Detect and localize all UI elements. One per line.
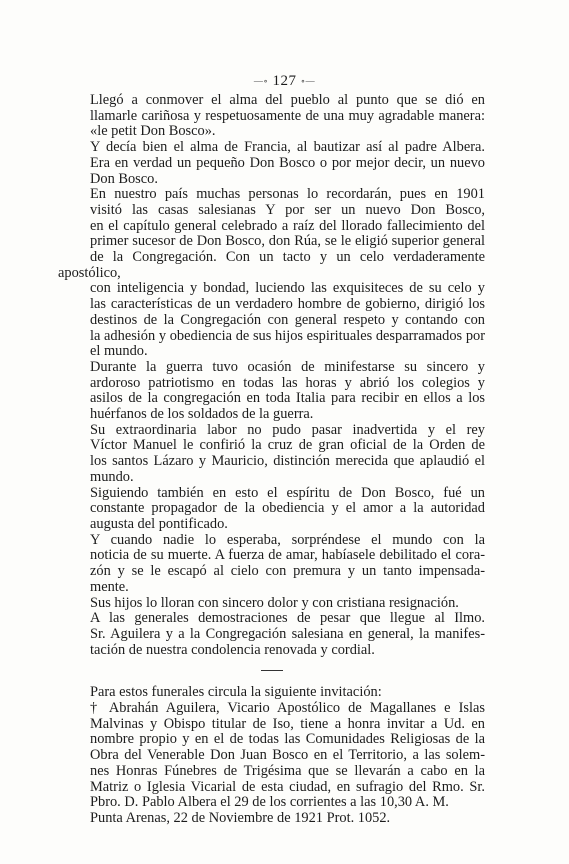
page-header: [0, 73, 569, 90]
page-body: [58, 93, 485, 827]
text-line: Era en verdad un pequeño Don Bosco o por mejor decir, un nuevo: [90, 154, 485, 171]
text-line: Durante la guerra tuvo ocasión de minifestarse su sincero y: [90, 358, 485, 375]
invitation-line: † Abrahán Aguilera, Vicario Apostólico de Magallanes e Islas: [90, 700, 485, 717]
text-line: llamarle cariñosa y respetuosamente de una muy agradable manera:: [90, 107, 485, 124]
text-line: zón y se le escapó al cielo con premura y un tanto impensada-: [90, 563, 485, 580]
text-line: las características de un verdadero hombre de gobierno, dirigió los: [90, 296, 485, 313]
page-number: 127: [272, 73, 297, 89]
text-line: noticia de su muerte. A fuerza de amar, habíasele debilitado el cora-: [90, 547, 485, 564]
signature-line: [58, 811, 485, 827]
invitation-paragraph: [58, 701, 485, 811]
text-line: mundo.: [90, 468, 134, 485]
article-paragraphs: [58, 93, 485, 658]
text-line: Víctor Manuel le confirió la cruz de gran oficial de la Orden de: [90, 437, 485, 454]
paragraph: [58, 140, 485, 187]
text-line: los santos Lázaro y Mauricio, distinción merecida que aplaudió el: [90, 453, 485, 470]
paragraph: [58, 486, 485, 533]
invitation-line: Pbro. D. Pablo Albera el 29 de los corrientes a las 10,30 A. M.: [90, 794, 449, 811]
signature-text: Punta Arenas, 22 de Noviembre de 1921 Prot. 1052.: [90, 809, 391, 826]
paragraph: [58, 533, 485, 596]
text-line: en el capítulo general celebrado a raíz del llorado fallecimiento del: [90, 217, 485, 234]
text-line: «le petit Don Bosco».: [90, 123, 216, 140]
invitation-line: Matriz o Iglesia Vicarial de esta ciudad, en sufragio del Rmo. Sr.: [90, 778, 485, 795]
paragraph: [58, 611, 485, 658]
text-line: Y decía bien el alma de Francia, al bautizar así al padre Albera.: [90, 139, 485, 156]
invitation-text: [58, 701, 485, 811]
text-line: Llegó a conmover el alma del pueblo al punto que se dió en: [90, 92, 485, 108]
paragraph: [58, 423, 485, 486]
paragraph: [58, 93, 485, 140]
text-line: constante propagador de la obediencia y el amor a la autoridad: [90, 500, 485, 517]
text-line: Sr. Aguilera y a la Congregación salesiana en general, la manifes-: [90, 625, 485, 642]
text-line: con inteligencia y bondad, luciendo las exquisiteces de su celo y: [90, 280, 485, 297]
left-ornament: —∘: [253, 76, 269, 87]
invitation-line: Obra del Venerable Don Juan Bosco en el Territorio, a las solem-: [90, 747, 485, 764]
paragraph: [58, 187, 485, 360]
text-line: de la Congregación. Con un tacto y un celo verdaderamente apostólico,: [58, 249, 485, 281]
text-line: mente.: [90, 578, 129, 595]
invitation-intro: [58, 685, 485, 701]
text-line: augusta del pontificado.: [90, 515, 228, 532]
text-line: A las generales demostraciones de pesar que llegue al Ilmo.: [90, 610, 485, 627]
text-line: Y cuando nadie lo esperaba, sorpréndese el mundo con la: [90, 531, 485, 548]
paragraph: [58, 596, 485, 612]
invitation-line: nombre propio y en el de todas las Comunidades Religiosas de la: [90, 731, 485, 748]
text-line: Don Bosco.: [90, 170, 158, 187]
invitation-intro-text: Para estos funerales circula la siguiente invitación:: [90, 684, 382, 701]
text-line: la adhesión y obediencia de sus hijos espirituales desparramados por: [90, 327, 485, 344]
text-line: el mundo.: [90, 343, 148, 360]
invitation-line: Malvinas y Obispo titular de Iso, tiene a honra invitar a Ud. en: [90, 715, 485, 732]
right-ornament: ∘—: [300, 76, 316, 87]
text-line: ardoroso patriotismo en todas las horas y abrió los colegios y: [90, 374, 485, 391]
text-line: primer sucesor de Don Bosco, don Rúa, se le eligió superior general: [90, 233, 485, 250]
section-divider: [261, 670, 283, 671]
text-line: destinos de la Congregación con general respeto y contando con: [90, 311, 485, 328]
paragraph: [58, 360, 485, 423]
invitation-line: nes Honras Fúnebres de Trigésima que se llevarán a cabo en la: [90, 762, 485, 779]
text-line: Su extraordinaria labor no pudo pasar inadvertida y el rey: [90, 421, 485, 438]
text-line: En nuestro país muchas personas lo recordarán, pues en 1901: [90, 186, 485, 203]
text-line: asilos de la congregación en toda Italia para recibir en ellos a los: [90, 390, 485, 407]
text-line: Siguiendo también en esto el espíritu de Don Bosco, fué un: [90, 484, 485, 501]
text-line: Sus hijos lo lloran con sincero dolor y con cristiana resignación.: [90, 594, 459, 611]
text-line: huérfanos de los soldados de la guerra.: [90, 406, 314, 423]
text-line: tación de nuestra condolencia renovada y cordial.: [90, 641, 375, 658]
text-line: visitó las casas salesianas Y por ser un nuevo Don Bosco,: [90, 201, 485, 218]
